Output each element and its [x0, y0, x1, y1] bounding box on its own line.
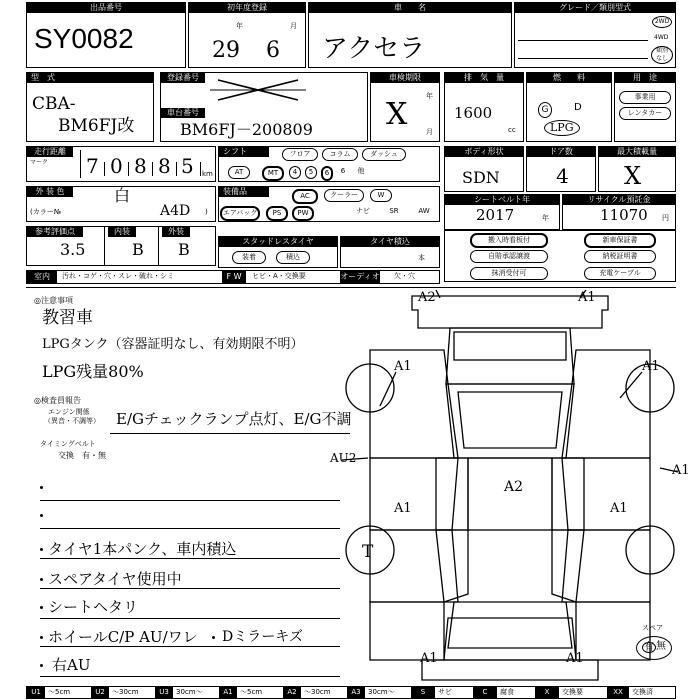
usage-label: 用 途: [615, 73, 675, 83]
bullet-8: [40, 664, 43, 667]
equipment-w: W: [370, 189, 392, 202]
legend-code-a2: A2: [283, 687, 301, 698]
drive-2wd: 2WD: [652, 16, 672, 28]
engine-label-1: エンジン関係: [48, 408, 90, 416]
drive-4wd: 4WD: [654, 34, 669, 41]
legend-desc-a1: ～5cm: [240, 688, 263, 696]
bullet-4: [40, 578, 43, 581]
doc-insurance: 自賠承認譲渡: [470, 250, 548, 263]
exterior-grade-label: 外装: [162, 227, 190, 237]
bullet-6: [40, 636, 43, 639]
recycle-unit: 円: [662, 214, 669, 222]
usage-rental: レンタカー: [619, 107, 671, 120]
bullet-line-3: [40, 558, 340, 559]
legend-desc-u1: ～5cm: [48, 688, 71, 696]
equipment-cooler: クーラー: [324, 189, 364, 202]
usage-commercial: 事業用: [619, 91, 671, 104]
legend-code-u1: U1: [27, 687, 45, 698]
equipment-ac: AC: [292, 189, 318, 204]
first-reg-year-unit: 年: [236, 22, 243, 30]
shift-6-circled: 6: [321, 166, 333, 181]
mileage-digit-1: 7: [86, 154, 99, 178]
front-left-door: [370, 458, 458, 530]
body-type-label: ボディ形状: [445, 147, 523, 157]
audio-label: オーディオ: [340, 272, 380, 281]
first-reg-year: 29: [212, 38, 240, 63]
trunk: [444, 618, 576, 660]
inspection-label: 車検期限: [371, 73, 439, 83]
equipment-aw: AW: [414, 206, 434, 217]
caution-line-2: LPGタンク（容器証明なし、有効期限不明）: [42, 337, 304, 352]
inspector-line-5: Dミラーキズ: [222, 629, 303, 645]
grade-line-2: [518, 58, 648, 59]
model-value-1: CBA-: [32, 94, 76, 114]
capacity-value: X: [624, 162, 642, 190]
shift-label: シフト: [219, 147, 269, 157]
equipment-sr: SR: [386, 206, 402, 217]
bullet-line-5: [40, 618, 340, 619]
fuel-lpg: LPG: [544, 120, 580, 136]
recycle-value: 11070: [600, 206, 648, 224]
legend-code-u2: U2: [91, 687, 109, 698]
doc-warranty: 新車保証書: [584, 233, 656, 248]
inspection-mark: X: [386, 97, 408, 132]
windshield: [446, 384, 574, 458]
damage-mark-3: A1: [394, 359, 412, 374]
seatbelt-year-unit: 年: [542, 214, 549, 222]
bullet-line-1: [40, 500, 340, 501]
mileage-sep-2: [128, 162, 129, 176]
bullet-line-7: [40, 676, 340, 677]
mileage-unit: km: [202, 170, 213, 178]
equipment-pw: PW: [292, 206, 314, 221]
legend-desc-x: 交換要: [562, 688, 583, 696]
front-right-door: [562, 458, 650, 530]
equipment-navi: ナビ: [352, 206, 374, 217]
interior-bar-label: 室内: [27, 271, 57, 283]
shift-5: 5: [305, 166, 317, 179]
displacement-label: 排 気 量: [445, 73, 523, 83]
spare-label: スペア: [642, 624, 663, 632]
doc-deregistration: 抹消受付可: [470, 267, 548, 280]
shift-6: 6: [337, 166, 349, 177]
doors-value: 4: [556, 164, 569, 188]
inspector-line-3: シートヘタリ: [48, 598, 139, 616]
exterior-grade-value: B: [178, 240, 190, 259]
timing-label: タイミングベルト: [40, 440, 96, 448]
caution-label: ◎注意事項: [34, 296, 73, 305]
inspector-line-4: ホイールC/P AU/ワレ: [48, 628, 198, 646]
legend-desc-s: サビ: [438, 688, 452, 696]
shift-4: 4: [289, 166, 301, 179]
left-glass: [436, 458, 468, 530]
equipment-airbag: エアバッグ: [220, 206, 260, 221]
recycle-label: リサイクル預託金: [563, 195, 675, 205]
scores-divider-2: [158, 227, 159, 265]
mileage-sep-1: [104, 162, 105, 176]
inspection-year-unit: 年: [426, 92, 433, 100]
capacity-label: 最大積載量: [599, 147, 675, 157]
interior-bar-items: 汚れ・コゲ・穴・スレ・破れ・シミ: [62, 272, 174, 280]
leader-a2-top: [436, 290, 440, 298]
drive-tag: [651, 46, 673, 64]
legend-code-u3: U3: [155, 687, 173, 698]
fw-label: F W: [222, 271, 246, 283]
engine-bay: [454, 332, 566, 360]
rear-right-door: [562, 530, 650, 602]
shift-dash: ダッシュ: [362, 148, 406, 161]
right-glass: [552, 458, 584, 530]
spare-no: 無: [656, 641, 666, 652]
inspection-month-unit: 月: [426, 128, 433, 136]
bullet-2: [40, 514, 43, 517]
bullet-1: [40, 486, 43, 489]
legend-desc-xx: 交換済: [632, 688, 653, 696]
legend-code-a1: A1: [219, 687, 237, 698]
color-value: 白: [114, 186, 131, 205]
spare-yes: 有: [644, 642, 654, 653]
engine-note: E/Gチェックランプ点灯、E/G不調: [116, 410, 352, 428]
damage-mark-6: A1: [672, 463, 690, 478]
damage-mark-12: A1: [566, 651, 584, 666]
rear-window: [448, 602, 572, 648]
first-registration-label: 初年度登録: [189, 3, 305, 13]
score-value: 3.5: [60, 240, 86, 259]
shift-column: コラム: [322, 148, 358, 161]
body-type-value: SDN: [462, 168, 500, 187]
legend-code-a3: A3: [347, 687, 365, 698]
chassis-number: BM6FJ－200809: [180, 120, 313, 139]
bullet-3: [40, 548, 43, 551]
bullet-7: [212, 636, 215, 639]
right-rear-glass: [552, 530, 584, 602]
color-code-label: (カラー№: [30, 208, 62, 216]
chassis-label: 車台番号: [161, 108, 205, 118]
fuel-g: G: [538, 102, 552, 118]
displacement-value: 1600: [454, 104, 493, 122]
studless-equipped: 装着: [232, 251, 266, 264]
mileage-sep-3: [152, 162, 153, 176]
doc-signboard: 搬入時看板付: [470, 233, 548, 248]
tire-label: タイヤ積込: [341, 237, 439, 247]
mileage-sublabel: マーク: [30, 159, 49, 166]
car-name-label: 車 名: [309, 3, 511, 13]
mileage-digit-3: 8: [134, 154, 147, 178]
first-reg-month-unit: 月: [290, 22, 297, 30]
legend-code-xx: XX: [607, 687, 629, 698]
legend-code-s: S: [411, 687, 435, 698]
color-label: 外 装 色: [27, 187, 73, 197]
damage-mark-9: A1: [610, 501, 628, 516]
inspector-line-6: 右AU: [52, 656, 91, 674]
seatbelt-value: 2017: [476, 206, 515, 224]
caution-line-3: LPG残量80%: [42, 362, 144, 381]
bullet-5: [40, 606, 43, 609]
legend-code-x: X: [535, 687, 559, 698]
studless-label: スタッドレスタイヤ: [219, 237, 337, 247]
model-value-2: BM6FJ改: [58, 116, 135, 136]
model-label: 型 式: [27, 73, 153, 83]
engine-underline: [110, 433, 350, 434]
equipment-label: 装備品: [219, 187, 269, 197]
doors-label: ドア数: [527, 147, 595, 157]
mileage-sep-5: [200, 162, 201, 176]
displacement-unit: cc: [508, 126, 516, 134]
equipment-ps: PS: [266, 206, 288, 221]
fuel-label: 燃 料: [527, 73, 611, 83]
shift-mt: MT: [262, 166, 284, 181]
legend-desc-u3: 30cm～: [176, 688, 203, 696]
audio-items: 欠・穴: [394, 272, 415, 280]
grade-label: グレード／類別型式: [515, 3, 675, 13]
shift-at: AT: [228, 166, 250, 179]
color-code-value: A4D: [160, 203, 191, 219]
mileage-digit-2: 0: [110, 154, 123, 178]
timing-options: 交換 有・無: [58, 451, 106, 460]
lot-number-label: 出品番号: [27, 3, 185, 13]
damage-mark-1: A2: [418, 290, 436, 305]
drive-tag-line1: 類別: [655, 47, 668, 54]
lot-number: SY0082: [34, 23, 134, 54]
mileage-label: 走行距離: [27, 147, 73, 157]
legend-desc-a3: 30cm～: [368, 688, 395, 696]
studless-loaded: 積込: [276, 251, 310, 264]
registration-label: 登録番号: [161, 73, 205, 83]
legend-code-c: C: [473, 687, 497, 698]
scores-divider-1: [104, 227, 105, 265]
damage-mark-10: T: [362, 542, 374, 562]
seatbelt-label: シートベルト年: [445, 195, 559, 205]
grade-line-1: [518, 40, 648, 41]
mileage-sep-4: [176, 162, 177, 176]
legend-desc-u2: ～30cm: [112, 688, 139, 696]
bullet-line-2: [40, 528, 340, 529]
fw-items: ヒビ・A・交換要: [252, 272, 306, 280]
hood: [446, 328, 574, 384]
shift-other: 他: [354, 166, 368, 177]
inspector-label: ◎検査員報告: [34, 396, 81, 405]
caution-line-1: 教習車: [42, 308, 93, 328]
tire-unit: 本: [418, 254, 425, 262]
drive-tag-line2: なし: [655, 55, 668, 62]
score-label: 参考評価点: [27, 227, 83, 237]
registration-strike: [208, 76, 308, 106]
interior-grade-value: B: [132, 240, 144, 259]
fuel-d: D: [574, 102, 582, 113]
engine-label-2: （異音・不調等）: [44, 417, 100, 425]
inspector-line-1: タイヤ1本パンク、車内積込: [48, 540, 237, 558]
front-right-fender: [562, 350, 650, 458]
color-code-close: ): [205, 208, 208, 216]
bullet-line-6: [40, 646, 340, 647]
legend-desc-a2: ～30cm: [304, 688, 331, 696]
damage-mark-4: A1: [642, 359, 660, 374]
bullet-line-4: [40, 588, 340, 589]
mileage-digit-4: 8: [158, 154, 171, 178]
interior-grade-label: 内装: [108, 227, 136, 237]
doc-tax: 納税証明書: [584, 250, 656, 263]
first-reg-month: 6: [266, 38, 280, 63]
damage-mark-2: A1: [578, 290, 596, 305]
windshield-inner: [458, 392, 562, 448]
mileage-digit-5: 5: [181, 154, 194, 178]
car-name: アクセラ: [322, 34, 426, 64]
inspector-line-2: スペアタイヤ使用中: [48, 570, 182, 588]
legend-desc-c: 腐食: [500, 688, 514, 696]
damage-mark-5: AU2: [330, 451, 357, 465]
leader-a1-right: [620, 372, 642, 398]
rear-left-door: [370, 530, 458, 602]
front-left-fender: [370, 350, 458, 458]
left-rear-glass: [436, 530, 468, 602]
damage-mark-11: A1: [420, 651, 438, 666]
damage-mark-7: A2: [504, 479, 524, 495]
damage-mark-8: A1: [394, 501, 412, 516]
shift-floor: フロア: [282, 148, 318, 161]
doc-charging-cable: 充電ケーブル: [584, 267, 656, 280]
